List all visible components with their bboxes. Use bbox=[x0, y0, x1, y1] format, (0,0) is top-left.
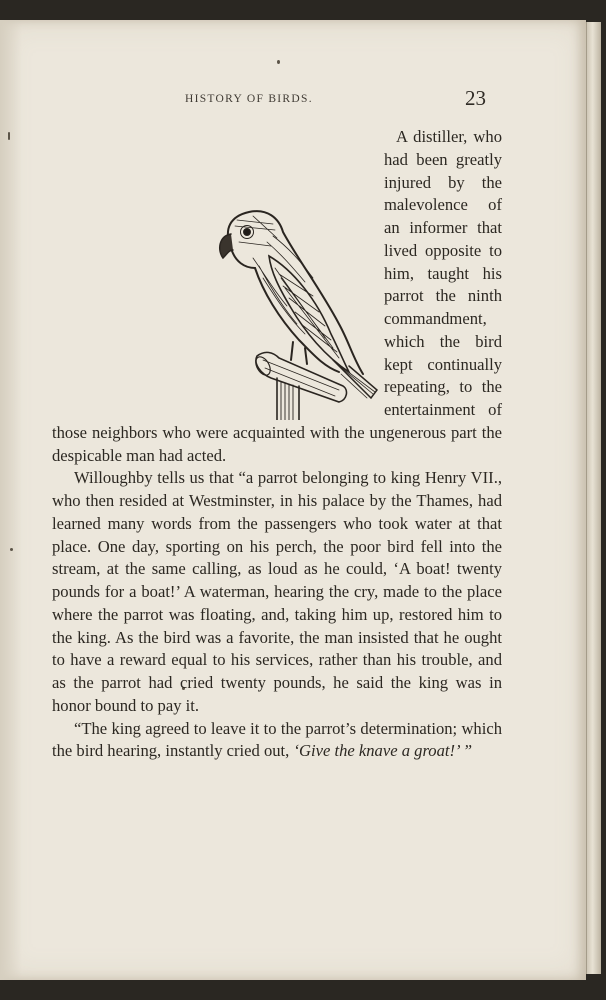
ink-speck bbox=[10, 548, 13, 551]
parrot-quote: ‘Give the knave a groat!’ ” bbox=[293, 741, 473, 761]
paragraph-willoughby: Willoughby tells us that “a parrot belonging to king Henry VII., who then resided at Westminster, in his palace by the Thames, had learned many words from the passengers who took water at that place. One day, sporting on his perch, the poor bird fell into the stream, at the same calling, as loud as he could, ‘A boat! twenty pounds for a boat!’ A waterman, hearing the cry, made to the place where the parrot was floating, and, taking him up, restored him to the king. As the bird was a favorite, the man insisted that he ought to have a reward equal to his services, rather than his trouble, and as the parrot had cried twenty pounds, he said the king was in honor bound to pay it. bbox=[52, 468, 502, 715]
page-number: 23 bbox=[465, 86, 486, 110]
body-text bbox=[52, 126, 502, 763]
running-header: HISTORY OF BIRDS. bbox=[185, 93, 313, 105]
paragraph-distiller: A distiller, who had been greatly injured by the malevolence of an informer that lived opposite to him, taught his parrot the ninth commandment, which the bird kept continually repeating, to the entertainment of those neighbors who were acquainted with the ungenerous part the despicable man had acted. bbox=[52, 127, 502, 465]
page-gutter-shadow bbox=[0, 20, 22, 980]
page-edge bbox=[586, 22, 601, 974]
paragraph-king bbox=[52, 718, 502, 764]
ink-speck bbox=[8, 132, 10, 140]
king-paragraph-text: “The king agreed to leave it to the parrot’s determination; which the bird hearing, instantly cried out, bbox=[52, 718, 502, 761]
ink-speck bbox=[277, 60, 280, 64]
parrot-illustration bbox=[213, 128, 378, 420]
